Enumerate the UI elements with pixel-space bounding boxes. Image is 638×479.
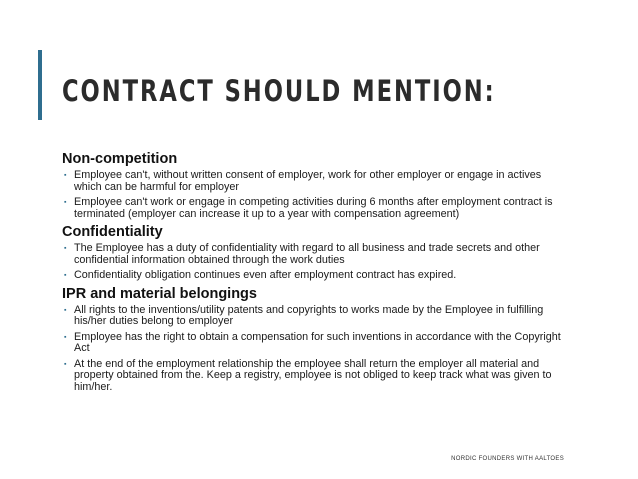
section-confidentiality (62, 224, 567, 282)
slide-footer: NORDIC FOUNDERS WITH AALTOES (451, 456, 564, 462)
bullet-item (62, 270, 567, 282)
square-bullet-icon: ▪ (64, 199, 67, 206)
section-heading: Non-competition (62, 151, 178, 167)
square-bullet-icon: ▪ (64, 333, 67, 341)
bullet-item (62, 332, 567, 355)
bullet-item (62, 305, 567, 328)
bullet-text: Employee can't, without written consent of employer, work for other employer or engage in actives which can be harmful for employer (74, 169, 542, 193)
square-bullet-icon: ▪ (64, 245, 67, 252)
section-heading: Confidentiality (62, 224, 163, 240)
square-bullet-icon: ▪ (64, 272, 67, 279)
slide-content (62, 151, 567, 397)
slide-title: CONTRACT SHOULD MENTION: (62, 74, 496, 108)
section-ipr (62, 286, 567, 394)
title-accent-bar (38, 50, 42, 120)
square-bullet-icon: ▪ (64, 172, 67, 179)
bullet-item (62, 243, 567, 266)
bullet-item (62, 170, 567, 193)
square-bullet-icon: ▪ (64, 306, 67, 314)
section-heading: IPR and material belongings (62, 285, 257, 302)
bullet-text: All rights to the inventions/utility patents and copyrights to works made by the Employee in fulfilling his/her duties belong to employer (74, 303, 544, 327)
square-bullet-icon: ▪ (64, 360, 67, 368)
bullet-item (62, 359, 567, 394)
bullet-text: Employee has the right to obtain a compensation for such inventions in accordance with the Copyright Act (74, 330, 561, 354)
section-non-competition (62, 151, 567, 220)
bullet-item (62, 197, 567, 220)
bullet-text: At the end of the employment relationship the employee shall return the employer all material and property obtained from the. Keep a registry, employee is not obliged to keep track what was given to him/her. (74, 357, 552, 393)
bullet-text: Confidentiality obligation continues even after employment contract has expired. (74, 269, 457, 281)
bullet-text: The Employee has a duty of confidentiality with regard to all business and trade secrets and other confidential information obtained through the work duties (74, 242, 540, 266)
bullet-text: Employee can't work or engage in competing activities during 6 months after employment contract is terminated (employer can increase it up to a year with compensation agreement) (74, 196, 553, 220)
